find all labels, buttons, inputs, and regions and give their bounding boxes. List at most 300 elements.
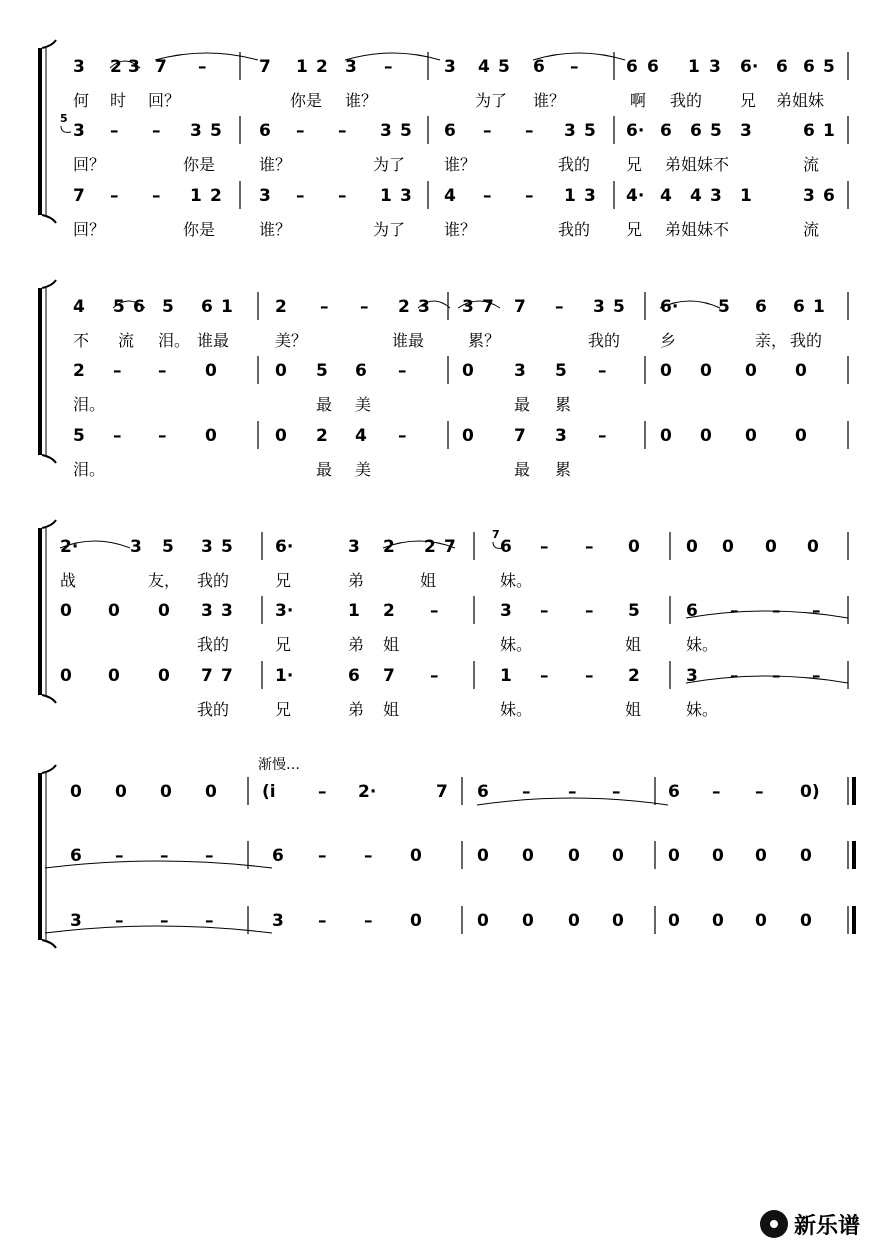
note: 0	[612, 911, 624, 931]
note: 1	[500, 666, 512, 686]
note: 6	[668, 782, 680, 802]
note: 6	[444, 121, 456, 141]
note: 7	[514, 426, 526, 446]
note: 0	[795, 426, 807, 446]
lyric: 弟	[348, 700, 365, 719]
note: 3	[514, 361, 526, 381]
note: 2	[383, 601, 395, 621]
note: 6	[477, 782, 489, 802]
note: 3	[555, 426, 567, 446]
note: 6	[133, 297, 145, 317]
lyric: 谁？	[259, 220, 292, 239]
lyric: 谁？	[444, 220, 477, 239]
note: –	[110, 121, 119, 141]
note: –	[585, 537, 594, 557]
note: –	[338, 121, 347, 141]
bracket-bottom-hook	[42, 455, 56, 463]
lyric: 你是	[290, 91, 323, 110]
note: 0	[160, 782, 172, 802]
note: 7	[201, 666, 213, 686]
lyric: 我的	[558, 220, 591, 239]
note: –	[364, 846, 373, 866]
note: –	[585, 666, 594, 686]
note: 0	[275, 426, 287, 446]
note: 6	[272, 846, 284, 866]
note: 5	[73, 426, 85, 446]
note: 7	[383, 666, 395, 686]
lyric: 美	[355, 395, 372, 414]
note: 0	[108, 601, 120, 621]
note: 5	[823, 57, 835, 77]
lyric: 弟姐妹	[776, 91, 825, 110]
logo-text: 新乐谱	[794, 1214, 861, 1239]
note: 0	[660, 426, 672, 446]
note: 6·	[275, 537, 294, 557]
note: 0	[60, 666, 72, 686]
note: –	[398, 426, 407, 446]
note: 5	[498, 57, 510, 77]
lyric: 乡	[660, 331, 677, 350]
note: 3	[130, 537, 142, 557]
lyric: 谁？	[259, 155, 292, 174]
note: 3·	[275, 601, 294, 621]
note: 4	[690, 186, 702, 206]
lyric: 我的	[197, 635, 230, 654]
system-2	[38, 280, 848, 479]
bracket-bottom-hook	[42, 940, 56, 948]
note: 1	[813, 297, 825, 317]
lyric: 流	[803, 155, 820, 174]
lyric: 泪。	[158, 331, 191, 350]
lyric: 弟	[348, 635, 365, 654]
slur	[686, 611, 848, 618]
lyric: 谁最	[392, 331, 425, 350]
note: 6	[755, 297, 767, 317]
note: 0	[745, 361, 757, 381]
note: 1	[823, 121, 835, 141]
note: –	[772, 601, 781, 621]
note: 6·	[626, 121, 645, 141]
note: 6	[500, 537, 512, 557]
note: 3	[803, 186, 815, 206]
note: 6	[690, 121, 702, 141]
note: 5	[113, 297, 125, 317]
note: 2·	[60, 537, 79, 557]
grace-note: 5	[60, 112, 68, 125]
note: 6	[660, 121, 672, 141]
logo-disc-hole	[770, 1220, 778, 1228]
note: 5	[162, 537, 174, 557]
note: 5	[710, 121, 722, 141]
final-barline	[852, 777, 856, 805]
note: –	[320, 297, 329, 317]
note: 1	[296, 57, 308, 77]
lyric: 妹。	[500, 635, 533, 654]
note: 5	[316, 361, 328, 381]
note: –	[570, 57, 579, 77]
note: 2·	[358, 782, 377, 802]
lyric: 美	[355, 460, 372, 479]
note: –	[318, 911, 327, 931]
note: 0	[158, 601, 170, 621]
note: 0	[800, 846, 812, 866]
note: –	[525, 186, 534, 206]
note: 0	[205, 782, 217, 802]
lyric: 谁？	[345, 91, 378, 110]
note: 7	[444, 537, 456, 557]
system-bracket	[38, 48, 42, 215]
bracket-top-hook	[42, 520, 56, 528]
lyric: 泪。	[73, 395, 106, 414]
note: 6·	[740, 57, 759, 77]
note: –	[113, 426, 122, 446]
note: 3	[221, 601, 233, 621]
note: 1·	[275, 666, 294, 686]
lyric: 流	[118, 331, 135, 350]
note: 6	[201, 297, 213, 317]
note: 6	[626, 57, 638, 77]
note: 1	[190, 186, 202, 206]
note: 0	[745, 426, 757, 446]
lyric: 为了	[475, 91, 508, 110]
note: –	[158, 361, 167, 381]
note: –	[430, 666, 439, 686]
bracket-bottom-hook	[42, 695, 56, 703]
note: 3	[500, 601, 512, 621]
lyric: 姐	[420, 571, 437, 590]
note: –	[598, 426, 607, 446]
lyric: 啊	[630, 91, 647, 110]
note: 2	[398, 297, 410, 317]
note: 3	[73, 121, 85, 141]
note: –	[115, 911, 124, 931]
lyric: 我的	[588, 331, 621, 350]
lyric: 兄	[740, 91, 757, 110]
note: 3	[462, 297, 474, 317]
lyric: 姐	[383, 700, 400, 719]
tempo-marking: 渐慢…	[258, 757, 300, 773]
lyric: 为了	[373, 220, 406, 239]
note: –	[205, 911, 214, 931]
system-bracket	[38, 773, 42, 940]
note: 0	[755, 911, 767, 931]
system-3	[38, 520, 848, 719]
lyric: 兄	[626, 220, 643, 239]
note: 6	[70, 846, 82, 866]
note: –	[152, 121, 161, 141]
note: 0	[205, 361, 217, 381]
note: 0	[522, 846, 534, 866]
note: –	[540, 601, 549, 621]
grace-hook	[61, 126, 71, 132]
note: 5	[555, 361, 567, 381]
note: 0	[800, 911, 812, 931]
lyric: 兄	[275, 700, 292, 719]
lyric: 妹。	[686, 700, 719, 719]
lyric: 谁最	[197, 331, 230, 350]
note: 3	[348, 537, 360, 557]
lyric: 最	[514, 395, 531, 414]
site-logo	[760, 1210, 860, 1239]
note: 0	[477, 846, 489, 866]
note: 0	[686, 537, 698, 557]
note: 6	[776, 57, 788, 77]
note: 3	[709, 57, 721, 77]
note: 4	[478, 57, 490, 77]
note: 6	[355, 361, 367, 381]
lyric: 我的	[558, 155, 591, 174]
note: 0	[70, 782, 82, 802]
note: 0	[60, 601, 72, 621]
note: 0	[668, 911, 680, 931]
lyric: 美？	[275, 331, 308, 350]
note: –	[338, 186, 347, 206]
lyric: 谁？	[444, 155, 477, 174]
slur	[155, 53, 258, 60]
note: 4	[660, 186, 672, 206]
note: 2	[424, 537, 436, 557]
note: –	[568, 782, 577, 802]
note: 0	[462, 426, 474, 446]
system-bracket	[38, 288, 42, 455]
note: 1	[688, 57, 700, 77]
note: 3	[710, 186, 722, 206]
note: –	[205, 846, 214, 866]
note: 0	[115, 782, 127, 802]
bracket-bottom-hook	[42, 215, 56, 223]
lyric: 回？	[148, 91, 181, 110]
lyric: 我的	[197, 571, 230, 590]
note: –	[110, 186, 119, 206]
note: –	[384, 57, 393, 77]
note: 2	[316, 57, 328, 77]
note: 5	[221, 537, 233, 557]
lyric: 累	[555, 395, 572, 414]
note: 0	[628, 537, 640, 557]
lyric: 兄	[275, 571, 292, 590]
note: –	[360, 297, 369, 317]
note: 5	[162, 297, 174, 317]
note: –	[160, 846, 169, 866]
lyric: 战	[60, 571, 77, 590]
system-1	[38, 40, 848, 239]
lyric: 累	[555, 460, 572, 479]
note: –	[585, 601, 594, 621]
note: 0	[522, 911, 534, 931]
note: –	[772, 666, 781, 686]
lyric: 你是	[183, 220, 216, 239]
lyric: 兄	[626, 155, 643, 174]
note: 0	[477, 911, 489, 931]
lyric: 友，	[148, 571, 181, 590]
note: 3	[190, 121, 202, 141]
note: (i	[262, 782, 276, 802]
note: 0	[807, 537, 819, 557]
note: –	[755, 782, 764, 802]
note: 0	[410, 911, 422, 931]
note: 3	[400, 186, 412, 206]
note: –	[115, 846, 124, 866]
note: 7	[221, 666, 233, 686]
note: 7	[259, 57, 271, 77]
note: –	[398, 361, 407, 381]
note: 0	[722, 537, 734, 557]
lyric: 最	[514, 460, 531, 479]
lyric: 兄	[275, 635, 292, 654]
systems-layer	[38, 40, 856, 948]
lyric: 累？	[468, 331, 501, 350]
note: 0	[612, 846, 624, 866]
note: 4	[355, 426, 367, 446]
slur	[686, 676, 848, 683]
lyric: 亲，	[755, 331, 788, 350]
slur	[533, 53, 625, 60]
lyric: 时	[110, 91, 127, 110]
lyric: 弟	[348, 571, 365, 590]
lyric: 弟姐妹不	[665, 155, 730, 174]
note: 6	[533, 57, 545, 77]
note: 1	[564, 186, 576, 206]
note: 3	[686, 666, 698, 686]
note: –	[296, 186, 305, 206]
lyric: 弟姐妹不	[665, 220, 730, 239]
note: 3	[380, 121, 392, 141]
note: 0	[158, 666, 170, 686]
note: –	[525, 121, 534, 141]
note: 6	[823, 186, 835, 206]
lyric: 回？	[73, 220, 106, 239]
note: 7	[155, 57, 167, 77]
note: 0	[712, 911, 724, 931]
note: 3	[201, 537, 213, 557]
note: –	[296, 121, 305, 141]
note: 3	[201, 601, 213, 621]
note: 0	[205, 426, 217, 446]
note: 0	[568, 846, 580, 866]
note: 6	[686, 601, 698, 621]
note: 0	[660, 361, 672, 381]
note: 0	[410, 846, 422, 866]
note: 5	[400, 121, 412, 141]
note: –	[483, 186, 492, 206]
lyric: 何	[73, 91, 90, 110]
lyric: 妹。	[500, 571, 533, 590]
note: 1	[740, 186, 752, 206]
note: 3	[418, 297, 430, 317]
note: 0	[700, 426, 712, 446]
lyric: 回？	[73, 155, 106, 174]
note: 3	[444, 57, 456, 77]
note: 0	[108, 666, 120, 686]
note: 3	[584, 186, 596, 206]
note: 2	[628, 666, 640, 686]
note: –	[540, 666, 549, 686]
note: 0	[795, 361, 807, 381]
note: 4·	[626, 186, 645, 206]
note: 0	[700, 361, 712, 381]
note: –	[540, 537, 549, 557]
note: 3	[259, 186, 271, 206]
note: –	[318, 846, 327, 866]
lyric: 姐	[625, 635, 642, 654]
note: 0	[765, 537, 777, 557]
note: –	[730, 601, 739, 621]
note: 5	[718, 297, 730, 317]
note: 0	[462, 361, 474, 381]
note: 4	[73, 297, 85, 317]
lyric: 姐	[625, 700, 642, 719]
note: 6	[647, 57, 659, 77]
note: –	[522, 782, 531, 802]
lyric: 最	[316, 460, 333, 479]
lyric: 妹。	[686, 635, 719, 654]
slur	[345, 53, 440, 60]
note: 3	[593, 297, 605, 317]
note: 2	[383, 537, 395, 557]
lyric: 我的	[670, 91, 703, 110]
note: 5	[210, 121, 222, 141]
note: 0	[755, 846, 767, 866]
note: 3	[272, 911, 284, 931]
lyric: 我的	[790, 331, 823, 350]
note: 6·	[660, 297, 679, 317]
note: 2	[316, 426, 328, 446]
final-barline	[852, 906, 856, 934]
bracket-top-hook	[42, 280, 56, 288]
note: –	[712, 782, 721, 802]
note: 3	[564, 121, 576, 141]
note: 6	[259, 121, 271, 141]
note: 2	[210, 186, 222, 206]
note: 2	[110, 57, 122, 77]
lyric: 谁？	[533, 91, 566, 110]
note: –	[160, 911, 169, 931]
lyric: 姐	[383, 635, 400, 654]
lyric: 我的	[197, 700, 230, 719]
note: 6	[803, 121, 815, 141]
note: –	[318, 782, 327, 802]
lyric: 最	[316, 395, 333, 414]
note: –	[730, 666, 739, 686]
grace-note: 7	[492, 528, 500, 541]
note: 4	[444, 186, 456, 206]
lyric: 不	[73, 331, 90, 350]
system-bracket	[38, 528, 42, 695]
final-barline	[852, 841, 856, 869]
note: –	[555, 297, 564, 317]
note: 3	[345, 57, 357, 77]
bracket-top-hook	[42, 765, 56, 773]
note: 1	[348, 601, 360, 621]
lyric: 流	[803, 220, 820, 239]
note: 6	[348, 666, 360, 686]
note: 5	[628, 601, 640, 621]
note: 7	[73, 186, 85, 206]
note: –	[430, 601, 439, 621]
note: 7	[514, 297, 526, 317]
note: 7	[436, 782, 448, 802]
note: 0)	[800, 782, 820, 802]
lyric: 妹。	[500, 700, 533, 719]
note: –	[158, 426, 167, 446]
note: 0	[275, 361, 287, 381]
lyric: 为了	[373, 155, 406, 174]
note: –	[483, 121, 492, 141]
note: 0	[712, 846, 724, 866]
note: –	[612, 782, 621, 802]
note: –	[152, 186, 161, 206]
note: 3	[70, 911, 82, 931]
